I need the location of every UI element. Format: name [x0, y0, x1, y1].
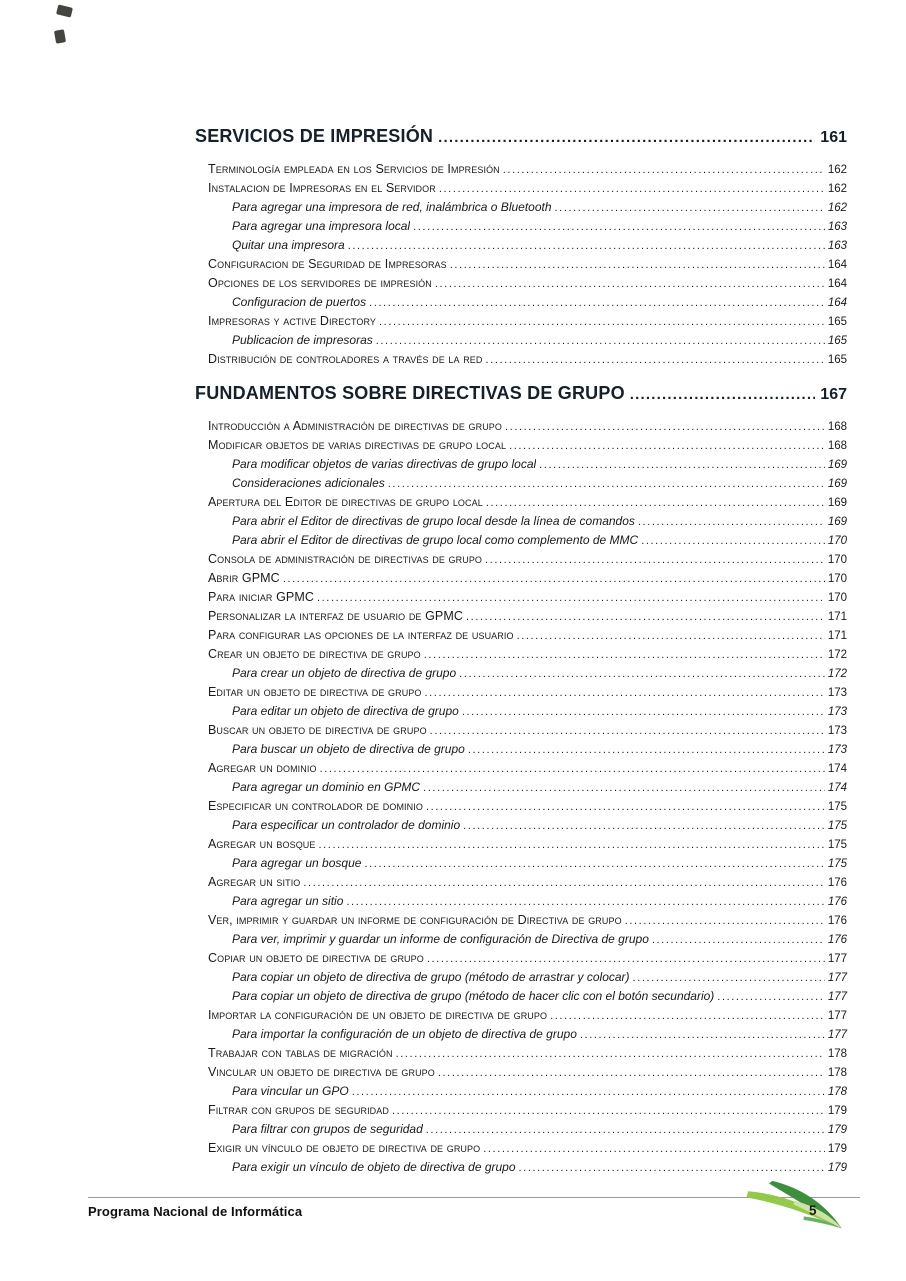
toc-entry — [195, 159, 847, 178]
toc-entry-label: Configuracion de Seguridad de Impresoras — [208, 257, 447, 271]
toc-entry-page: 164 — [827, 278, 847, 290]
dot-leader — [466, 606, 825, 627]
toc-entry-page: 170 — [827, 554, 847, 566]
toc-entry — [195, 549, 847, 568]
toc-entry-page: 165 — [827, 316, 847, 328]
dot-leader — [463, 815, 825, 836]
toc-entry-page: 173 — [827, 725, 847, 737]
toc-entry-label: Para agregar una impresora de red, inalámbrica o Bluetooth — [232, 200, 552, 214]
toc-entry-page: 177 — [827, 972, 847, 984]
toc-entry-page: 177 — [827, 1029, 847, 1041]
toc-entry-label: Para editar un objeto de directiva de grupo — [232, 704, 459, 718]
toc-entry-label: Para buscar un objeto de directiva de grupo — [232, 742, 465, 756]
toc-entry-label: Para exigir un vínculo de objeto de directiva de grupo — [232, 1160, 516, 1174]
toc-entry-page: 173 — [827, 687, 847, 699]
toc-entry — [195, 853, 847, 872]
toc-entry-page: 174 — [827, 763, 847, 775]
toc-entry-page: 163 — [827, 240, 847, 252]
toc-entry-page: 177 — [827, 991, 847, 1003]
toc-entry-page: 164 — [827, 297, 847, 309]
dot-leader — [641, 530, 825, 551]
toc-entry — [195, 349, 847, 368]
toc-entry — [195, 644, 847, 663]
dot-leader — [426, 1119, 825, 1140]
dot-leader — [439, 178, 825, 199]
toc-entry-page: 178 — [827, 1048, 847, 1060]
dot-leader — [505, 416, 825, 437]
toc-section-title: SERVICIOS DE IMPRESIÓN — [195, 126, 434, 146]
dot-leader — [379, 311, 825, 332]
toc-entry-page: 179 — [827, 1143, 847, 1155]
toc-entry — [195, 216, 847, 235]
toc-entry-page: 176 — [827, 934, 847, 946]
toc-entry — [195, 473, 847, 492]
toc-entry-page: 172 — [827, 649, 847, 661]
footer-text: Programa Nacional de Informática — [88, 1204, 303, 1219]
dot-leader — [633, 967, 825, 988]
toc-entry-label: Abrir GPMC — [208, 571, 280, 585]
toc-entry-label: Para importar la configuración de un objeto de directiva de grupo — [232, 1027, 577, 1041]
toc-entry — [195, 758, 847, 777]
dot-leader — [427, 948, 825, 969]
toc-entry-page: 179 — [827, 1124, 847, 1136]
toc-entry-label: Agregar un dominio — [208, 761, 317, 775]
toc-entry-label: Para abrir el Editor de directivas de grupo local desde la línea de comandos — [232, 514, 635, 528]
dot-leader — [462, 701, 825, 722]
toc-entry — [195, 1024, 847, 1043]
dot-leader — [625, 910, 825, 931]
dot-leader — [580, 1024, 825, 1045]
toc-entry-label: Copiar un objeto de directiva de grupo — [208, 951, 424, 965]
toc-section-heading — [195, 381, 847, 407]
dot-leader — [519, 1157, 825, 1178]
toc-entry-label: Modificar objetos de varias directivas de grupo local — [208, 438, 507, 452]
toc-entry-page: 164 — [827, 259, 847, 271]
toc-entry — [195, 492, 847, 511]
toc-entry-label: Exigir un vínculo de objeto de directiva de grupo — [208, 1141, 481, 1155]
toc-entry-label: Personalizar la interfaz de usuario de GPMC — [208, 609, 464, 623]
toc-entry — [195, 416, 847, 435]
toc-entry — [195, 235, 847, 254]
toc-entry-page: 172 — [827, 668, 847, 680]
toc-entry-page: 178 — [827, 1067, 847, 1079]
toc-entry — [195, 511, 847, 530]
dot-leader — [550, 1005, 825, 1026]
toc-entry-label: Introducción a Administración de directivas de grupo — [208, 419, 503, 433]
toc-entry-page: 179 — [827, 1105, 847, 1117]
page-number: 5 — [809, 1203, 817, 1218]
dot-leader — [320, 758, 825, 779]
toc-entry-label: Para vincular un GPO — [232, 1084, 349, 1098]
toc-entry-label: Trabajar con tablas de migración — [208, 1046, 393, 1060]
toc-entry-label: Editar un objeto de directiva de grupo — [208, 685, 422, 699]
toc-entry — [195, 986, 847, 1005]
toc-entry — [195, 739, 847, 758]
dot-leader — [486, 492, 825, 513]
toc-entry-label: Para agregar un sitio — [232, 894, 344, 908]
toc-section-page: 167 — [820, 386, 847, 403]
dot-leader — [486, 349, 825, 370]
toc-entry — [195, 834, 847, 853]
toc-entry-label: Ver, imprimir y guardar un informe de configuración de Directiva de grupo — [208, 913, 622, 927]
dot-leader — [283, 568, 825, 589]
toc-section-page: 161 — [820, 129, 847, 146]
toc-entry — [195, 796, 847, 815]
leaf-decoration-icon — [736, 1180, 854, 1232]
dot-leader — [413, 216, 825, 237]
toc-entry — [195, 891, 847, 910]
toc-entry-page: 175 — [827, 858, 847, 870]
dot-leader — [303, 872, 824, 893]
toc-entry — [195, 663, 847, 682]
toc-entry — [195, 929, 847, 948]
toc-entry-label: Impresoras y active Directory — [208, 314, 377, 328]
toc-entry-page: 165 — [827, 335, 847, 347]
scan-artifact — [54, 29, 66, 44]
toc-entry-label: Para iniciar GPMC — [208, 590, 314, 604]
toc-entry — [195, 435, 847, 454]
dot-leader — [392, 1100, 825, 1121]
toc-entry — [195, 454, 847, 473]
toc-entry-page: 165 — [827, 354, 847, 366]
toc-section-heading — [195, 124, 847, 150]
dot-leader — [430, 720, 825, 741]
toc-entry-label: Para copiar un objeto de directiva de grupo (método de arrastrar y colocar) — [232, 970, 630, 984]
toc-entry-page: 162 — [827, 202, 847, 214]
toc-entry-label: Publicacion de impresoras — [232, 333, 373, 347]
toc-entry-label: Para especificar un controlador de dominio — [232, 818, 461, 832]
toc-entry-label: Para agregar una impresora local — [232, 219, 411, 233]
toc-entry-page: 162 — [827, 164, 847, 176]
dot-leader — [396, 1043, 825, 1064]
toc-entry-label: Opciones de los servidores de impresión — [208, 276, 432, 290]
toc-entry — [195, 292, 847, 311]
toc-entry — [195, 568, 847, 587]
toc-entry — [195, 682, 847, 701]
toc-entry-page: 169 — [827, 497, 847, 509]
toc-entry — [195, 948, 847, 967]
dot-leader — [717, 986, 825, 1007]
toc-entry-page: 173 — [827, 706, 847, 718]
toc-entry-page: 177 — [827, 953, 847, 965]
dot-leader — [652, 929, 825, 950]
dot-leader — [435, 273, 825, 294]
toc-entry — [195, 587, 847, 606]
toc-entry — [195, 178, 847, 197]
toc-entry-page: 179 — [827, 1162, 847, 1174]
toc-entry-label: Filtrar con grupos de seguridad — [208, 1103, 389, 1117]
toc-entry-label: Para agregar un bosque — [232, 856, 362, 870]
toc-entry — [195, 197, 847, 216]
dot-leader — [369, 292, 825, 313]
dot-leader — [426, 796, 825, 817]
toc-entry-label: Para crear un objeto de directiva de grupo — [232, 666, 457, 680]
dot-leader — [485, 549, 825, 570]
dot-leader — [539, 454, 825, 475]
toc-entry-label: Agregar un sitio — [208, 875, 301, 889]
dot-leader — [346, 891, 824, 912]
toc-entry — [195, 1119, 847, 1138]
dot-leader — [503, 159, 825, 180]
toc-entry-page: 175 — [827, 801, 847, 813]
toc-entry-page: 175 — [827, 820, 847, 832]
toc-entry — [195, 967, 847, 986]
toc-entry — [195, 254, 847, 273]
dot-leader — [423, 777, 825, 798]
toc-entry-label: Para modificar objetos de varias directivas de grupo local — [232, 457, 537, 471]
toc-entry-page: 176 — [827, 915, 847, 927]
toc-entry-label: Distribución de controladores a través de la red — [208, 352, 483, 366]
toc-entry — [195, 1100, 847, 1119]
dot-leader — [424, 644, 825, 665]
toc-entry-page: 169 — [827, 516, 847, 528]
toc-entry-label: Para ver, imprimir y guardar un informe de configuración de Directiva de grupo — [232, 932, 649, 946]
toc-entry-label: Consola de administración de directivas de grupo — [208, 552, 483, 566]
toc-entry-label: Para copiar un objeto de directiva de grupo (método de hacer clic con el botón secundario) — [232, 989, 715, 1003]
toc-entry-page: 168 — [827, 421, 847, 433]
toc-entry-page: 170 — [827, 592, 847, 604]
toc-entry — [195, 1062, 847, 1081]
toc-entry-label: Quitar una impresora — [232, 238, 345, 252]
dot-leader — [459, 663, 825, 684]
toc-entry-label: Configuracion de puertos — [232, 295, 367, 309]
toc-entry — [195, 625, 847, 644]
toc-entry-page: 168 — [827, 440, 847, 452]
dot-leader — [352, 1081, 825, 1102]
toc-entry-label: Importar la configuración de un objeto de directiva de grupo — [208, 1008, 548, 1022]
toc-entry — [195, 777, 847, 796]
dot-leader — [468, 739, 825, 760]
toc-entry-label: Vincular un objeto de directiva de grupo — [208, 1065, 435, 1079]
toc-entry — [195, 1005, 847, 1024]
toc-entry-page: 170 — [827, 573, 847, 585]
dot-leader — [425, 682, 825, 703]
dot-leader — [319, 834, 825, 855]
toc-entry-page: 162 — [827, 183, 847, 195]
dot-leader — [555, 197, 825, 218]
toc-entry-label: Instalacion de Impresoras en el Servidor — [208, 181, 436, 195]
toc-entry — [195, 1138, 847, 1157]
toc-entry-label: Apertura del Editor de directivas de grupo local — [208, 495, 483, 509]
dot-leader — [483, 1138, 825, 1159]
toc-entry-label: Especificar un controlador de dominio — [208, 799, 423, 813]
toc-entry-label: Para configurar las opciones de la interfaz de usuario — [208, 628, 514, 642]
dot-leader — [438, 1062, 825, 1083]
dot-leader — [630, 381, 816, 407]
dot-leader — [376, 330, 825, 351]
toc-entry — [195, 1043, 847, 1062]
toc-entry-label: Para filtrar con grupos de seguridad — [232, 1122, 423, 1136]
toc-entry-page: 170 — [827, 535, 847, 547]
toc-entry-page: 174 — [827, 782, 847, 794]
toc-section-title: FUNDAMENTOS SOBRE DIRECTIVAS DE GRUPO — [195, 383, 625, 403]
toc-entry-label: Terminología empleada en los Servicios de Impresión — [208, 162, 500, 176]
toc-entry-page: 175 — [827, 839, 847, 851]
toc-entry — [195, 530, 847, 549]
toc-entry — [195, 815, 847, 834]
toc-entry — [195, 273, 847, 292]
toc-entry — [195, 1157, 847, 1176]
toc-entry-page: 169 — [827, 459, 847, 471]
toc-entry — [195, 311, 847, 330]
toc-entry-page: 173 — [827, 744, 847, 756]
toc-entry-label: Consideraciones adicionales — [232, 476, 385, 490]
dot-leader — [317, 587, 825, 608]
dot-leader — [348, 235, 825, 256]
toc-entry-page: 171 — [827, 630, 847, 642]
toc-entry-label: Agregar un bosque — [208, 837, 316, 851]
dot-leader — [388, 473, 825, 494]
toc-entry-page: 178 — [827, 1086, 847, 1098]
dot-leader — [450, 254, 825, 275]
toc-entry-page: 169 — [827, 478, 847, 490]
toc-entry — [195, 330, 847, 349]
toc-entry — [195, 606, 847, 625]
toc-entry-page: 171 — [827, 611, 847, 623]
toc-entry-label: Crear un objeto de directiva de grupo — [208, 647, 421, 661]
dot-leader — [509, 435, 825, 456]
dot-leader — [438, 124, 815, 150]
toc-entry-label: Buscar un objeto de directiva de grupo — [208, 723, 427, 737]
scan-artifact — [56, 4, 73, 17]
toc-entry — [195, 910, 847, 929]
toc-entry — [195, 1081, 847, 1100]
dot-leader — [364, 853, 824, 874]
toc-entry-page: 176 — [827, 877, 847, 889]
toc-entry — [195, 720, 847, 739]
toc-entry — [195, 701, 847, 720]
dot-leader — [638, 511, 825, 532]
dot-leader — [517, 625, 825, 646]
toc-entry-page: 163 — [827, 221, 847, 233]
toc-entry — [195, 872, 847, 891]
toc-entry-label: Para agregar un dominio en GPMC — [232, 780, 421, 794]
toc-entry-page: 177 — [827, 1010, 847, 1022]
table-of-contents — [195, 124, 847, 1176]
toc-entry-page: 176 — [827, 896, 847, 908]
toc-entry-label: Para abrir el Editor de directivas de grupo local como complemento de MMC — [232, 533, 639, 547]
